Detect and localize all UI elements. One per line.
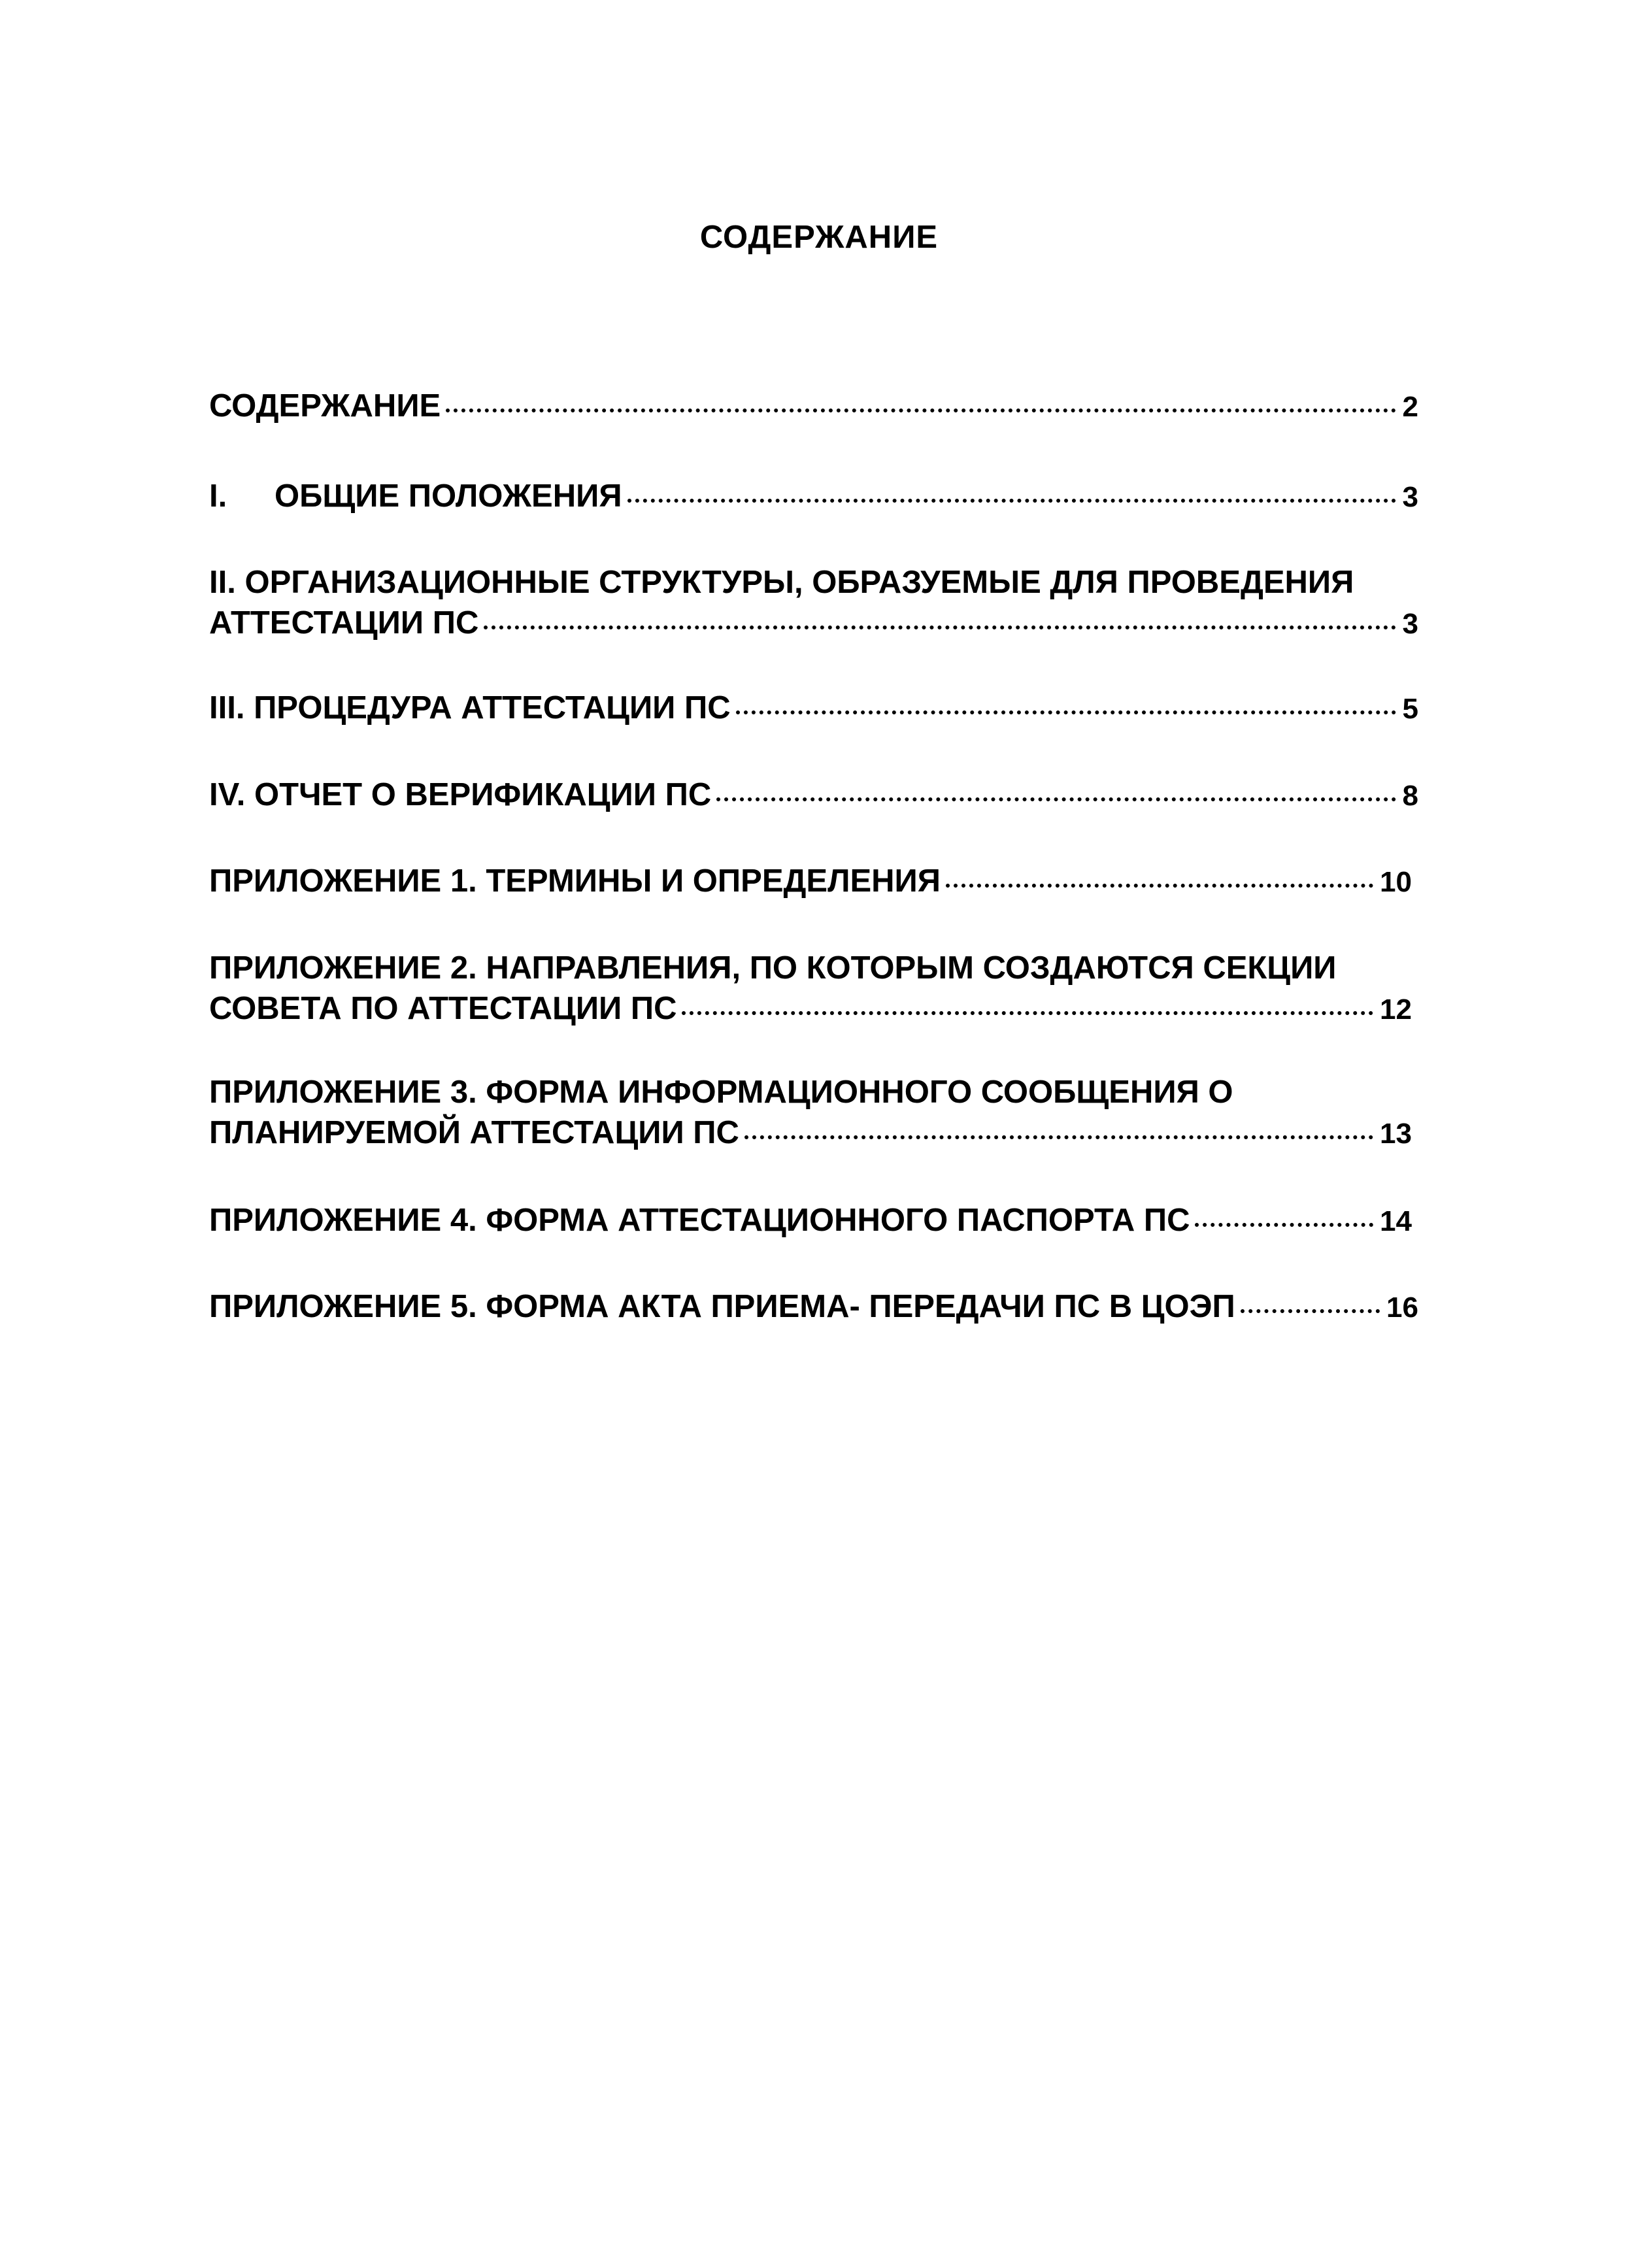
toc-entry-title: ОБЩИЕ ПОЛОЖЕНИЯ (275, 478, 622, 514)
toc-page-number: 3 (1402, 608, 1418, 640)
dot-leader (627, 499, 1396, 503)
toc-entry-title: СОДЕРЖАНИЕ (209, 388, 441, 424)
toc-entry-title-continued: СОВЕТА ПО АТТЕСТАЦИИ ПС (209, 991, 677, 1026)
dot-leader (946, 884, 1373, 888)
toc-entry-appendix-1[interactable] (209, 861, 1412, 903)
toc-page-number: 10 (1380, 866, 1412, 898)
toc-entry-title: III. ПРОЦЕДУРА АТТЕСТАЦИИ ПС (209, 690, 731, 725)
toc-entry-title-continued: ПЛАНИРУЕМОЙ АТТЕСТАЦИИ ПС (209, 1115, 739, 1150)
dot-leader (744, 1135, 1373, 1139)
toc-entry-title: ПРИЛОЖЕНИЕ 4. ФОРМА АТТЕСТАЦИОННОГО ПАСПОРТА ПС (209, 1203, 1190, 1238)
dot-leader (1195, 1223, 1373, 1227)
toc-page-number: 3 (1402, 481, 1418, 513)
toc-page-number: 14 (1380, 1205, 1412, 1237)
toc-entry-title: II. ОРГАНИЗАЦИОННЫЕ СТРУКТУРЫ, ОБРАЗУЕМЫЕ ДЛЯ ПРОВЕДЕНИЯ (209, 565, 1354, 600)
toc-page-number: 12 (1380, 993, 1412, 1026)
toc-entry-section-2[interactable] (209, 562, 1418, 644)
toc-entry-title: IV. ОТЧЕТ О ВЕРИФИКАЦИИ ПС (209, 777, 712, 812)
toc-entry-section-4[interactable] (209, 775, 1418, 816)
dot-leader (1241, 1309, 1380, 1313)
dot-leader (446, 409, 1396, 412)
toc-page-number: 16 (1386, 1292, 1418, 1324)
toc-page-number: 2 (1402, 391, 1418, 423)
toc-page-number: 8 (1402, 780, 1418, 812)
toc-page-number: 5 (1402, 693, 1418, 725)
toc-entry-title-continued: АТТЕСТАЦИИ ПС (209, 605, 479, 641)
toc-entry-section-1[interactable] (209, 476, 1418, 518)
dot-leader (682, 1011, 1373, 1015)
toc-entry-section-3[interactable] (209, 688, 1418, 729)
dot-leader (736, 710, 1396, 714)
toc-entry-contents[interactable] (209, 386, 1418, 427)
toc-entry-appendix-2[interactable] (209, 948, 1412, 1030)
toc-entry-appendix-3[interactable] (209, 1072, 1412, 1154)
toc-entry-appendix-4[interactable] (209, 1200, 1412, 1242)
toc-entry-appendix-5[interactable] (209, 1286, 1418, 1328)
dot-leader (716, 797, 1396, 801)
page-title: СОДЕРЖАНИЕ (699, 220, 939, 255)
toc-entry-title: ПРИЛОЖЕНИЕ 1. ТЕРМИНЫ И ОПРЕДЕЛЕНИЯ (209, 863, 941, 899)
toc-section-number: I. (209, 478, 227, 514)
dot-leader (484, 625, 1396, 629)
toc-page-number: 13 (1380, 1118, 1412, 1150)
toc-entry-title: ПРИЛОЖЕНИЕ 3. ФОРМА ИНФОРМАЦИОННОГО СООБЩЕНИЯ О (209, 1075, 1233, 1110)
toc-entry-title: ПРИЛОЖЕНИЕ 5. ФОРМА АКТА ПРИЕМА- ПЕРЕДАЧИ ПС В ЦОЭП (209, 1289, 1235, 1324)
toc-entry-title: ПРИЛОЖЕНИЕ 2. НАПРАВЛЕНИЯ, ПО КОТОРЫМ СОЗДАЮТСЯ СЕКЦИИ (209, 950, 1337, 986)
